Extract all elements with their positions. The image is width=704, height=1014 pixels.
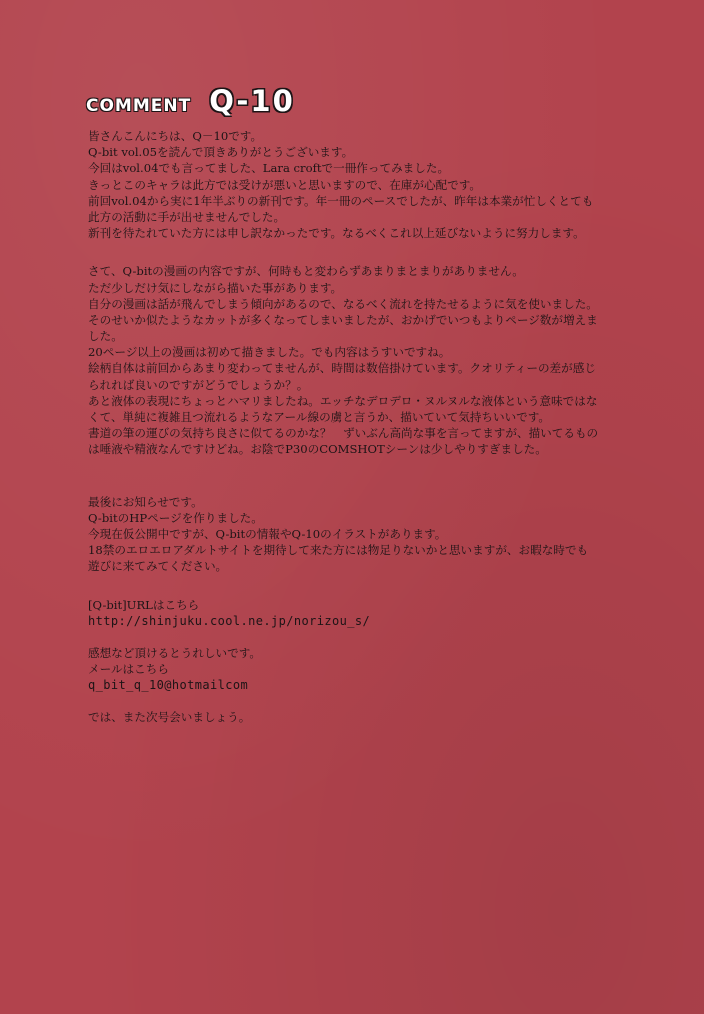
text-line: Q-bitのHPページを作りました。 bbox=[88, 510, 263, 525]
paragraph-greeting bbox=[88, 128, 628, 241]
text-line: 新刊を待たれていた方には申し訳なかったです。なるべくこれ以上延びないように努力します。 bbox=[88, 226, 585, 241]
paragraph-announcement bbox=[88, 494, 628, 575]
text-line: は唾液や精液なんですけどね。お陰でP30のCOMSHOTシーンは少しやりすぎました。 bbox=[88, 442, 547, 457]
email-address: q_bit_q_10@hotmailcom bbox=[88, 678, 249, 693]
text-line: くて、単純に複雑且つ流れるようなアール線の虜と言うか、描いていて気持ちいいです。 bbox=[88, 410, 551, 424]
text-line: 遊びに来てみてください。 bbox=[88, 559, 228, 574]
text-line: 18禁のエロエロアダルトサイトを期待して来た方には物足りないかと思いますが、お暇な時でも bbox=[88, 543, 589, 558]
url-block bbox=[88, 597, 628, 631]
comment-body bbox=[88, 128, 628, 725]
text-line: 最後にお知らせです。 bbox=[88, 494, 203, 509]
text-line: 絵柄自体は前回からあまり変わってませんが、時間は数倍掛けています。クオリティーの差が感じ bbox=[88, 361, 596, 376]
text-line: ただ少しだけ気にしながら描いた事があります。 bbox=[88, 280, 343, 295]
text-line: 前回vol.04から実に1年半ぶりの新刊です。年一冊のペースでしたが、昨年は本業が忙しくとても bbox=[88, 193, 594, 208]
text-line: Q-bit vol.05を読んで頂きありがとうございます。 bbox=[88, 145, 354, 160]
comment-label: COMMENT bbox=[86, 96, 192, 116]
text-line: さて、Q-bitの漫画の内容ですが、何時もと変わらずあまりまとまりがありません。 bbox=[88, 264, 524, 279]
mail-block bbox=[88, 645, 628, 695]
feedback-request: 感想など頂けるとうれしいです。 bbox=[88, 645, 261, 660]
text-line: した。 bbox=[88, 329, 123, 344]
mail-label: メールはこちら bbox=[88, 661, 169, 676]
text-line: 皆さんこんにちは、Q－10です。 bbox=[88, 129, 263, 143]
text-line: 20ページ以上の漫画は初めて描きました。でも内容はうすいですね。 bbox=[88, 345, 451, 360]
text-line: 今現在仮公開中ですが、Q-bitの情報やQ-10のイラストがあります。 bbox=[88, 526, 447, 541]
text-line: 自分の漫画は話が飛んでしまう傾向があるので、なるべく流れを持たせるように気を使いました。 bbox=[88, 296, 598, 311]
text-line: あと液体の表現にちょっとハマリましたね。エッチなデロデロ・ヌルヌルな液体という意味ではな bbox=[88, 393, 598, 408]
paragraph-manga-content bbox=[88, 263, 628, 457]
text-line: 書道の筆の運びの気持ち良さに似てるのかな？ ずいぶん高尚な事を言ってますが、描いてるもの bbox=[88, 426, 599, 441]
text-line: そのせいか似たようなカットが多くなってしまいましたが、おかげでいつもよりページ数が増えま bbox=[88, 312, 598, 327]
text-line: きっとこのキャラは此方では受けが悪いと思いますので、在庫が心配です。 bbox=[88, 177, 482, 192]
website-url: http://shinjuku.cool.ne.jp/norizou_s/ bbox=[88, 613, 371, 628]
comment-header bbox=[86, 84, 295, 118]
url-label: [Q-bit]URLはこちら bbox=[88, 597, 200, 612]
text-line: 今回はvol.04でも言ってました、Lara croftで一冊作ってみました。 bbox=[88, 161, 450, 176]
closing-line: では、また次号会いましょう。 bbox=[88, 710, 251, 725]
text-line: 此方の活動に手が出せませんでした。 bbox=[88, 209, 286, 224]
author-name: Q-10 bbox=[209, 84, 295, 118]
text-line: られれば良いのですがどうでしょうか？。 bbox=[88, 377, 309, 392]
